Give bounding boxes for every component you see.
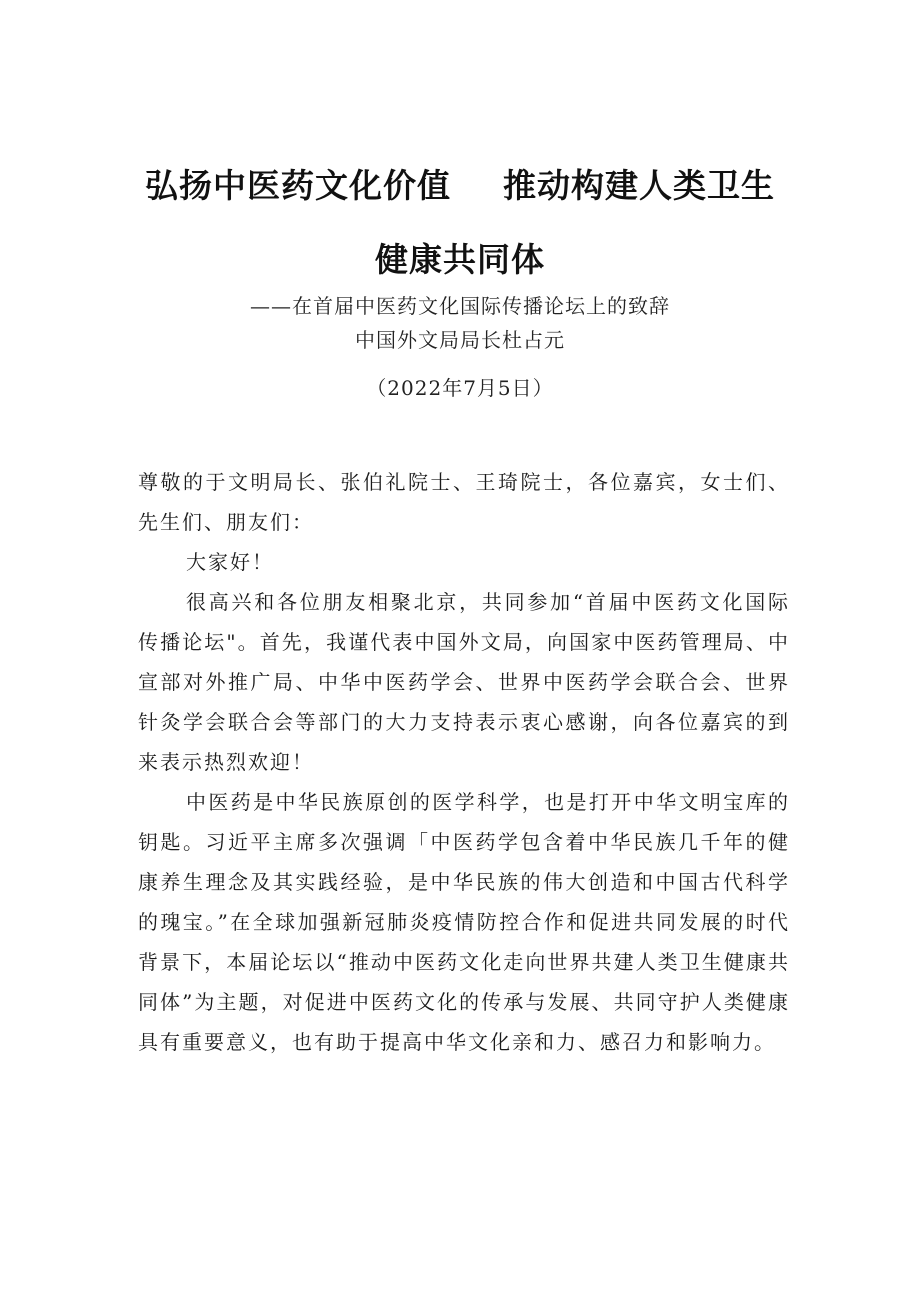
salutation-paragraph: 尊敬的于文明局长、张伯礼院士、王琦院士，各位嘉宾，女士们、先生们、朋友们： [138,470,790,534]
speech-date: （2022年7月5日） [366,376,554,400]
document-title-line2: 健康共同体 [375,240,545,279]
document-title-line1 [120,160,800,207]
title-part2: 推动构建人类卫生 [503,166,775,205]
greeting-paragraph: 大家好！ [186,550,274,574]
title-part1: 弘扬中医药文化价值 [145,166,451,205]
speech-subtitle: ——在首届中医药文化国际传播论坛上的致辞 [250,294,670,318]
tcm-paragraph: 中医药是中华民族原创的医学科学，也是打开中华文明宝库的钥匙。习近平主席多次强调「中医药学包含着中华民族几千年的健康养生理念及其实践经验，是中华民族的伟大创造和中国古代科学的瑰宝。”在全球加强新冠肺炎疫情防控合作和促进共同发展的时代背景下，本届论坛以“推动中医药文化走向世界共建人类卫生健康共同体”为主题，对促进中医药文化的传承与发展、共同守护人类健康具有重要意义，也有助于提高中华文化亲和力、感召力和影响力。 [138,790,790,1054]
speech-body [138,462,790,1062]
speech-author: 中国外文局局长杜占元 [355,328,565,352]
welcome-paragraph: 很高兴和各位朋友相聚北京，共同参加“首届中医药文化国际传播论坛"。首先，我谨代表中国外文局，向国家中医药管理局、中宣部对外推广局、中华中医药学会、世界中医药学会联合会、世界针灸学会联合会等部门的大力支持表示衷心感谢，向各位嘉宾的到来表示热烈欢迎！ [138,590,790,774]
